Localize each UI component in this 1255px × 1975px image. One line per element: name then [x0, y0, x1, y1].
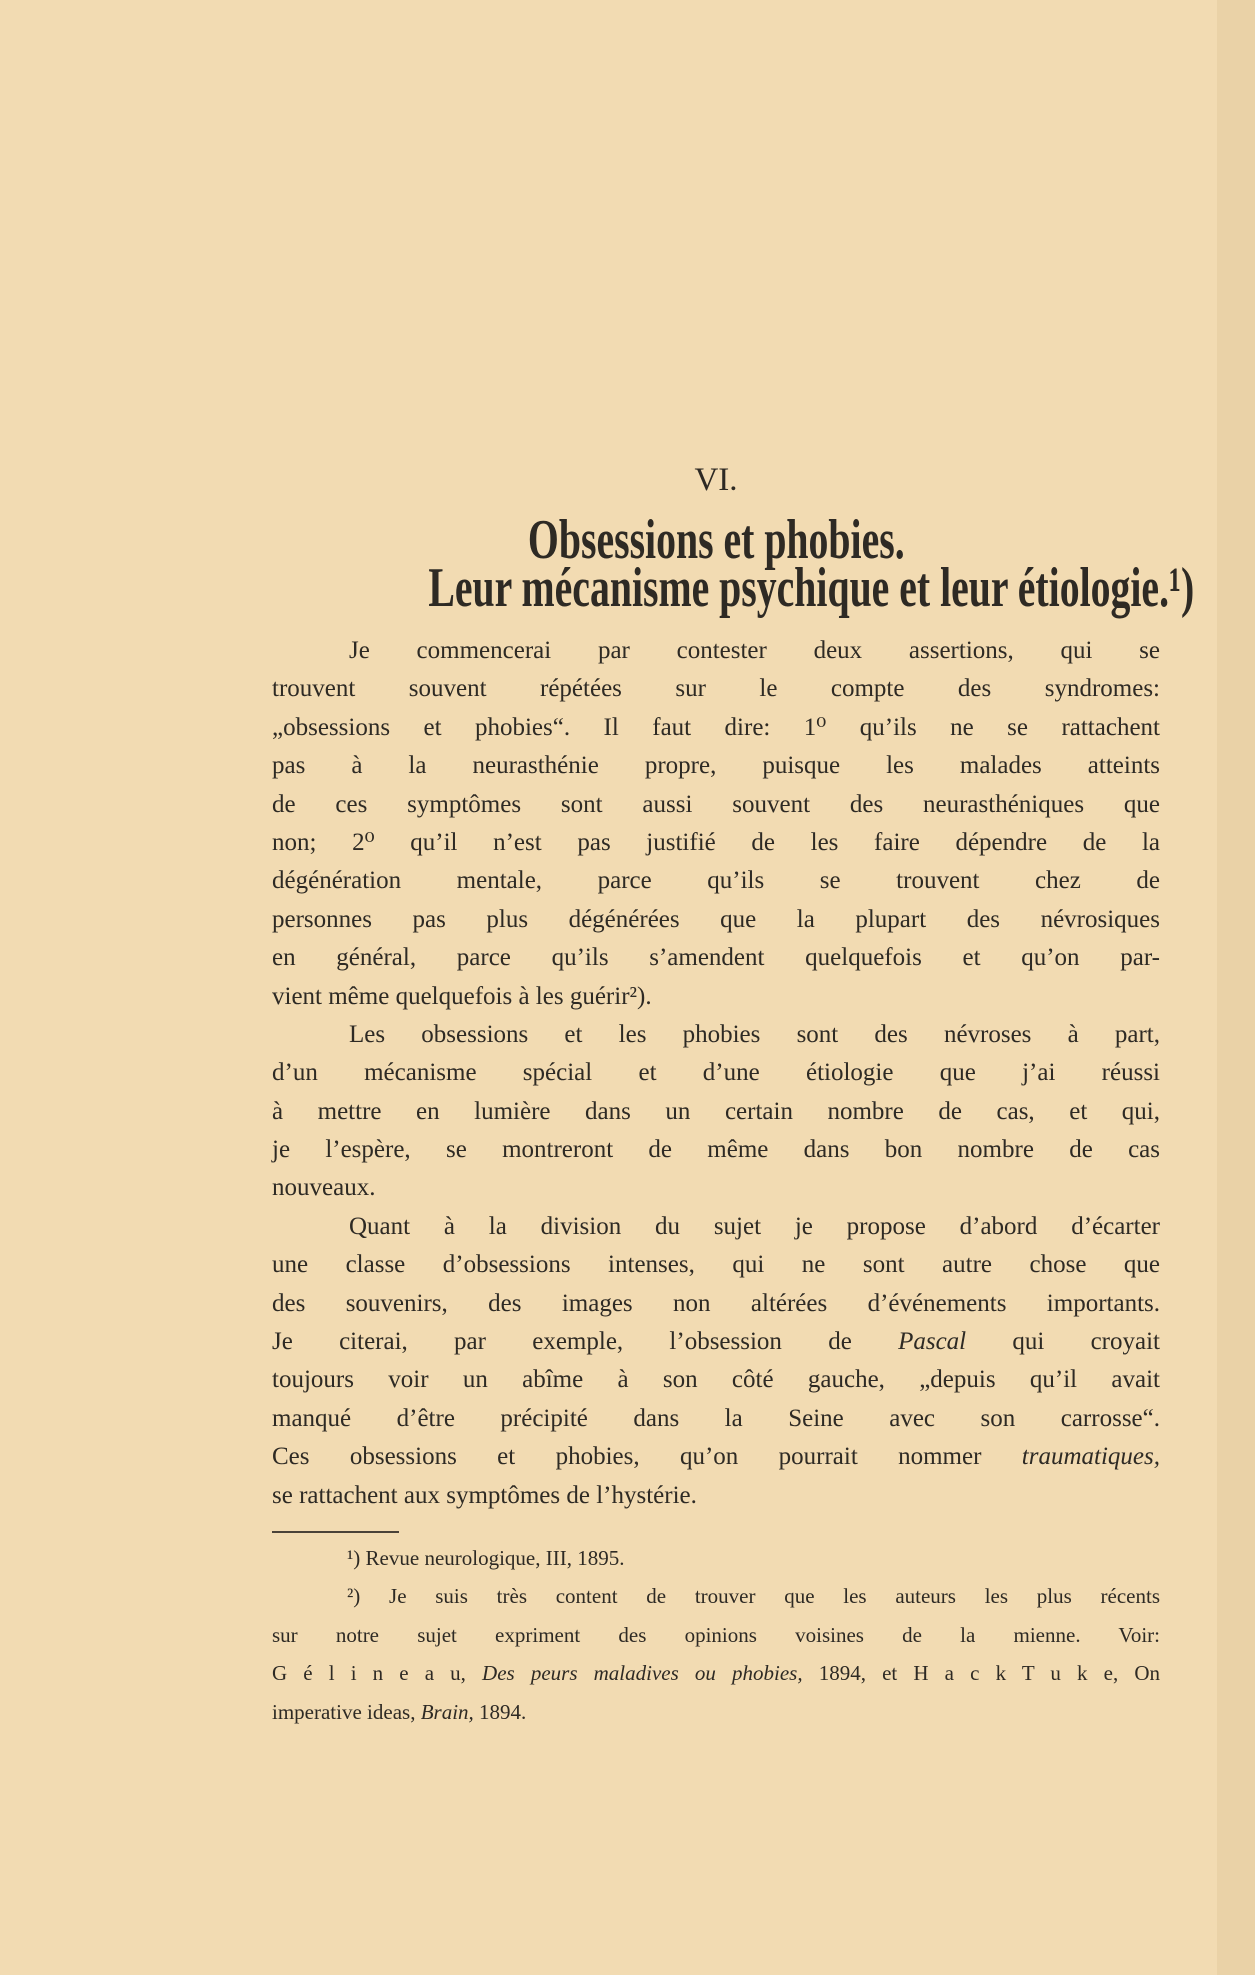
text-line [272, 1438, 1160, 1476]
text-line: pas à la neurasthénie propre, puisque les malades atteints [272, 752, 1160, 780]
text-line [272, 1323, 1160, 1361]
text-line: de ces symptômes sont aussi souvent des neurasthéniques que [272, 790, 1160, 818]
text-run: 1894, et H a c k T u k e, On [802, 1661, 1160, 1686]
text-run: G é l i n e a u, [272, 1661, 483, 1686]
text-line: en général, parce qu’ils s’amendent quelquefois et qu’on par- [272, 944, 1160, 972]
footnote-divider [272, 1531, 399, 1533]
text-run: Je citerai, par exemple, l’obsession de [272, 1328, 899, 1356]
footnote-2-line [272, 1658, 1160, 1696]
page-edge-shadow [1217, 0, 1255, 1975]
text-line: trouvent souvent répétées sur le compte des syndromes: [272, 675, 1160, 703]
text-line: toujours voir un abîme à son côté gauche, „depuis qu’il avait [272, 1366, 1160, 1394]
italic-title: Des peurs maladives ou phobies, [482, 1661, 803, 1686]
text-line: d’un mécanisme spécial et d’une étiologie que j’ai réussi [272, 1059, 1160, 1087]
text-line: dégénération mentale, parce qu’ils se trouvent chez de [272, 867, 1160, 895]
body-text [272, 632, 1160, 1515]
chapter-title-line-2 [272, 557, 1195, 619]
text-line: personnes pas plus dégénérées que la plupart des névrosiques [272, 905, 1160, 933]
text-line: Les obsessions et les phobies sont des névroses à part, [349, 1020, 1160, 1048]
italic-journal: Brain, [420, 1699, 474, 1724]
text-line: Quant à la division du sujet je propose d’abord d’écarter [349, 1212, 1160, 1240]
text-line: nouveaux. [272, 1174, 376, 1202]
italic-term: traumatiques, [1021, 1443, 1160, 1471]
footnotes [272, 1543, 1160, 1735]
text-line: vient même quelquefois à les guérir²). [272, 982, 652, 1010]
chapter-number: VI. [694, 462, 738, 498]
text-run: 1894. [473, 1699, 527, 1724]
text-run: Ces obsessions et phobies, qu’on pourrait nommer [272, 1443, 1022, 1471]
text-line: des souvenirs, des images non altérées d’événements importants. [272, 1289, 1160, 1317]
text-run: qui croyait [966, 1328, 1160, 1356]
footnote-1: ¹) Revue neurologique, III, 1895. [347, 1546, 625, 1570]
text-line: manqué d’être précipité dans la Seine avec son carrosse“. [272, 1404, 1160, 1432]
footnote-2-line: sur notre sujet expriment des opinions voisines de la mienne. Voir: [272, 1622, 1160, 1647]
text-line: se rattachent aux symptômes de l’hystérie. [272, 1481, 697, 1509]
footnote-2-line [272, 1697, 1160, 1735]
title-text-2: Leur mécanisme psychique et leur étiologie.¹) [428, 557, 1195, 619]
text-line: non; 2⁰ qu’il n’est pas justifié de les faire dépendre de la [272, 828, 1160, 856]
italic-name: Pascal [898, 1328, 967, 1356]
text-line: je l’espère, se montreront de même dans bon nombre de cas [272, 1136, 1160, 1164]
footnote-2-line: ²) Je suis très content de trouver que les auteurs les plus récents [347, 1584, 1160, 1609]
text-line: Je commencerai par contester deux assertions, qui se [349, 637, 1160, 664]
text-run: imperative ideas, [272, 1699, 421, 1724]
title-text-1: Obsessions et phobies. [527, 509, 905, 571]
text-line: „obsessions et phobies“. Il faut dire: 1⁰ qu’ils ne se rattachent [272, 713, 1160, 741]
text-line: une classe d’obsessions intenses, qui ne sont autre chose que [272, 1251, 1160, 1279]
text-line: à mettre en lumière dans un certain nombre de cas, et qui, [272, 1097, 1160, 1125]
